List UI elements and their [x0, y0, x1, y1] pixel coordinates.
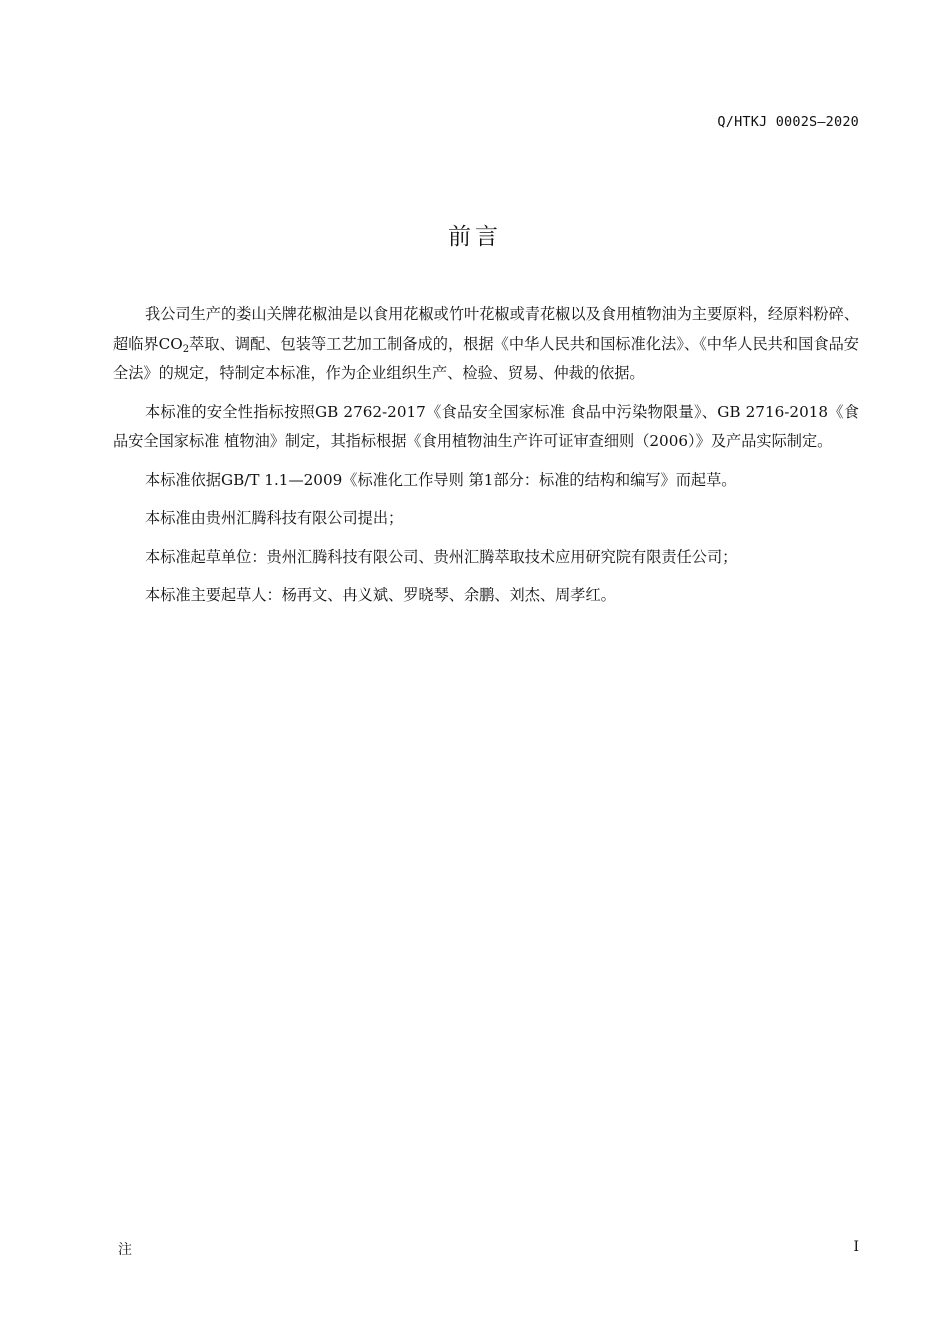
paragraph-text: 萃取、调配、包装等工艺加工制备成的，根据《中华人民共和国标准化法》、《中华人民共和国食品安全法》的规定，特制定本标准，作为企业组织生产、检验、贸易、仲裁的依据。	[113, 334, 859, 382]
subscript-2: 2	[182, 343, 190, 355]
paragraph-proposer: 本标准由贵州汇腾科技有限公司提出；	[145, 509, 404, 527]
foreword-body	[113, 300, 859, 611]
paragraph-safety-indicators: 本标准的安全性指标按照GB 2762-2017《食品安全国家标准 食品中污染物限量》、GB 2716-2018《食品安全国家标准 植物油》制定，其指标根据《食用植物油生产许可证审查细则（2006）》及产品实际制定。	[113, 402, 859, 450]
footer-note: 注	[118, 1242, 132, 1258]
paragraph-drafting-basis: 本标准依据GB/T 1.1—2009《标准化工作导则 第1部分：标准的结构和编写》而起草。	[145, 470, 737, 489]
paragraph-drafting-units: 本标准起草单位：贵州汇腾科技有限公司、贵州汇腾萃取技术应用研究院有限责任公司；	[145, 547, 738, 566]
paragraph-drafters: 本标准主要起草人：杨再文、冉义斌、罗晓琴、余鹏、刘杰、周孝红。	[145, 586, 616, 604]
document-code: Q/HTKJ 0002S—2020	[717, 114, 859, 130]
paragraph-text: 我公司生产的娄山关牌花椒油是以食用花椒或竹叶花椒或青花椒以及食用植物油为主要原料，经原料粉碎、超临界CO	[113, 305, 859, 353]
page-number: I	[853, 1239, 859, 1255]
page-title: 前言	[448, 224, 502, 250]
paragraph-product-description	[113, 300, 859, 389]
